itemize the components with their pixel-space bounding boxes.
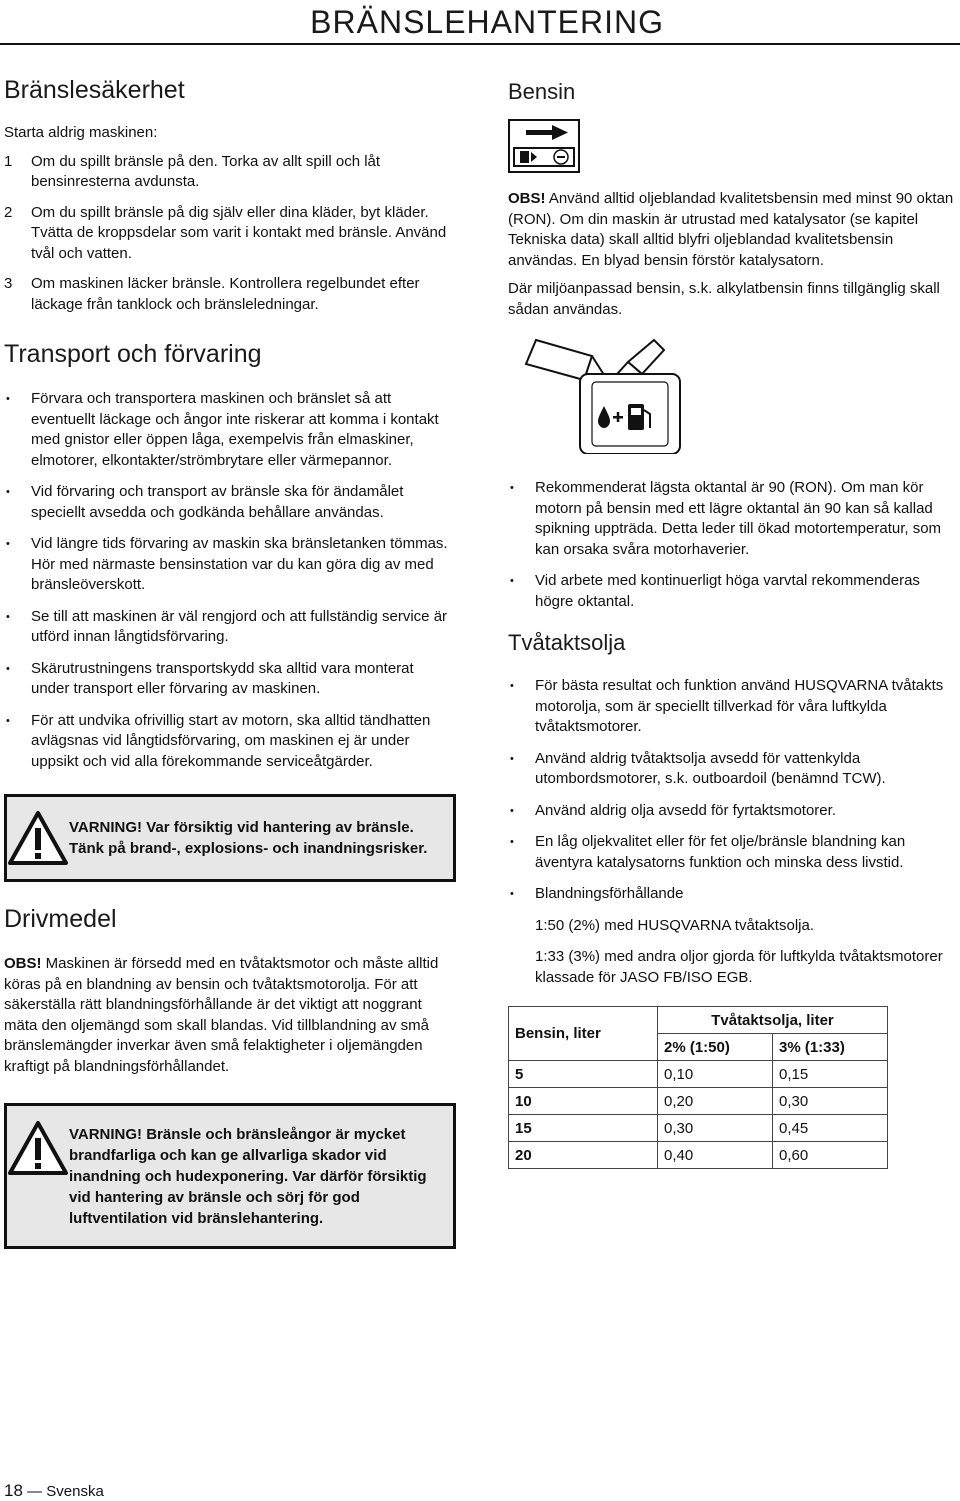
obs-text: Maskinen är försedd med en tvåtaktsmotor och måste alltid köras på en blandning av bensin och tvåtaktsmotorolja. För att säkerställa rätt blandningsförhållande är det viktigt att noggrant mäta den oljemängd som skall blandas. Vid tillblandning av små bränslemängder inverkar även små felaktigheter i oljemängden kraftigt på blandningsförhållandet. [4, 955, 439, 1075]
bensin-obs-paragraph [508, 189, 956, 271]
safety-list [4, 152, 456, 316]
warning-triangle-icon [7, 1106, 69, 1176]
list-number: 2 [4, 203, 13, 221]
ratio-line-1: 1:50 (2%) med HUSQVARNA tvåtaktsolja. [535, 916, 814, 934]
footer-dash: — [27, 1483, 43, 1500]
obs-label: OBS! [4, 955, 42, 972]
alkylate-paragraph: Där miljöanpassad bensin, s.k. alkylatbensin finns tillgänglig skall sådan användas. [508, 280, 940, 318]
fuel-symbol-plate [508, 119, 580, 173]
list-item: • För att undvika ofrivillig start av motorn, ska alltid tändhatten avlägsnas vid långtidsförvaring, om maskinen ej är under uppsikt och vid alla förekommande serviceåtgärder. [4, 711, 456, 773]
bensin-heading: Bensin [508, 79, 576, 104]
warning-box-fuel-vapour [4, 1103, 456, 1249]
transport-heading: Transport och förvaring [4, 340, 262, 368]
oil-list [508, 676, 956, 905]
drivmedel-heading: Drivmedel [4, 905, 117, 933]
table-cell: 0,20 [658, 1088, 773, 1115]
list-item: • Blandningsförhållande [508, 884, 956, 905]
safety-heading: Bränslesäkerhet [4, 76, 185, 104]
table-header-bensin: Bensin, liter [509, 1007, 658, 1061]
right-column [508, 70, 956, 1169]
page-title: BRÄNSLEHANTERING [310, 4, 664, 40]
table-cell: 0,10 [658, 1061, 773, 1088]
warning-text: VARNING! Var försiktig vid hantering av bränsle. Tänk på brand-, explosions- och inandningsrisker. [69, 819, 428, 857]
list-item: • Se till att maskinen är väl rengjord och att fullständig service är utförd innan långtidsförvaring. [4, 607, 456, 648]
table-cell: 0,40 [658, 1142, 773, 1169]
list-item [4, 203, 456, 265]
table-cell: 0,15 [773, 1061, 888, 1088]
list-item: • Förvara och transportera maskinen och bränslet så att eventuellt läckage och ångor inte riskerar att komma i kontakt med gnistor eller öppen låga, exempelvis från elmaskiner, elmotorer, elkontakter/strömbrytare eller värmepannor. [4, 389, 456, 471]
table-cell: 10 [509, 1088, 658, 1115]
table-cell: 5 [509, 1061, 658, 1088]
page-header [0, 0, 960, 46]
arrow-right-icon [510, 121, 578, 171]
list-item: • Använd aldrig olja avsedd för fyrtaktsmotorer. [508, 801, 956, 822]
list-item: • Vid längre tids förvaring av maskin ska bränsletanken tömmas. Hör med närmaste bensinstation var du kan göra dig av med bränsleöverskott. [4, 534, 456, 596]
oil-heading: Tvåtaktsolja [508, 630, 626, 655]
list-item-text: Om maskinen läcker bränsle. Kontrollera regelbundet efter läckage från tanklock och bränsleledningar. [31, 275, 420, 313]
table-cell: 0,30 [773, 1088, 888, 1115]
warning-triangle-icon [7, 810, 69, 866]
list-item: • Vid förvaring och transport av bränsle ska för ändamålet speciellt avsedda och godkända behållare användas. [4, 482, 456, 523]
list-item [4, 274, 456, 315]
footer-language: Svenska [46, 1483, 104, 1500]
obs-text: Använd alltid oljeblandad kvalitetsbensin med minst 90 oktan (RON). Om din maskin är utrustad med katalysator (se kapitel Tekniska data) skall alltid blyfri oljeblandad kvalitetsbensin användas. En blyad bensin förstör katalysatorn. [508, 190, 954, 269]
warning-text: VARNING! Bränsle och bränsleångor är mycket brandfarliga och kan ge allvarliga skador vid inandning och hudexponering. Var därför försiktig vid hantering av bränsle och sörj för god luftventilation vid bränslehantering. [69, 1125, 427, 1227]
left-column [4, 70, 456, 1249]
table-header-row [509, 1007, 888, 1034]
table-row [509, 1115, 888, 1142]
drivmedel-paragraph [4, 954, 456, 1077]
list-item-text: Om du spillt bränsle på dig själv eller dina kläder, byt kläder. Tvätta de kroppsdelar som varit i kontakt med bränsle. Använd tvål och vatten. [31, 203, 447, 262]
page-footer [4, 1481, 104, 1501]
table-cell: 0,60 [773, 1142, 888, 1169]
warning-box-fuel-handling [4, 794, 456, 882]
list-item [4, 152, 456, 193]
transport-list [4, 389, 456, 772]
list-item: • Rekommenderat lägsta oktantal är 90 (RON). Om man kör motorn på bensin med ett lägre oktantal än 90 kan så kallad spikning uppträda. Detta leder till ökad motortemperatur, som kan orsaka svåra motorhaverier. [508, 478, 956, 560]
table-cell: 0,45 [773, 1115, 888, 1142]
mix-table [508, 1006, 888, 1169]
obs-label: OBS! [508, 190, 546, 207]
table-row [509, 1142, 888, 1169]
table-cell: 15 [509, 1115, 658, 1142]
header-divider [0, 43, 960, 45]
fuel-can-icon [508, 334, 708, 454]
table-subheader-2pct: 2% (1:50) [658, 1034, 773, 1061]
ratio-line-2: 1:33 (3%) med andra oljor gjorda för luftkylda tvåtaktsmotorer klassade för JASO FB/ISO EGB. [535, 948, 943, 986]
list-number: 1 [4, 152, 13, 170]
table-row [509, 1061, 888, 1088]
page-number: 18 [4, 1481, 23, 1500]
bensin-list [508, 478, 956, 612]
list-item: • En låg oljekvalitet eller för fet olje/bränsle blandning kan äventyra katalysatorns funktion och minska dess livstid. [508, 832, 956, 873]
table-cell: 20 [509, 1142, 658, 1169]
list-number: 3 [4, 275, 13, 292]
table-subheader-3pct: 3% (1:33) [773, 1034, 888, 1061]
list-item-text: Om du spillt bränsle på den. Torka av allt spill och låt bensinresterna avdunsta. [31, 152, 381, 190]
fuel-mixing-illustration [508, 334, 708, 454]
table-header-oil: Tvåtaktsolja, liter [658, 1007, 888, 1034]
table-row [509, 1088, 888, 1115]
list-item: • Använd aldrig tvåtaktsolja avsedd för vattenkylda utombordsmotorer, s.k. outboardoil (benämnd TCW). [508, 749, 956, 790]
list-item: • Vid arbete med kontinuerligt höga varvtal rekommenderas högre oktantal. [508, 571, 956, 612]
table-cell: 0,30 [658, 1115, 773, 1142]
list-item: • Skärutrustningens transportskydd ska alltid vara monterat under transport eller förvaring av maskinen. [4, 659, 456, 700]
list-item: • För bästa resultat och funktion använd HUSQVARNA tvåtakts motorolja, som är speciellt tillverkad för våra luftkylda tvåtaktsmotorer. [508, 676, 956, 738]
safety-intro: Starta aldrig maskinen: [4, 124, 158, 141]
